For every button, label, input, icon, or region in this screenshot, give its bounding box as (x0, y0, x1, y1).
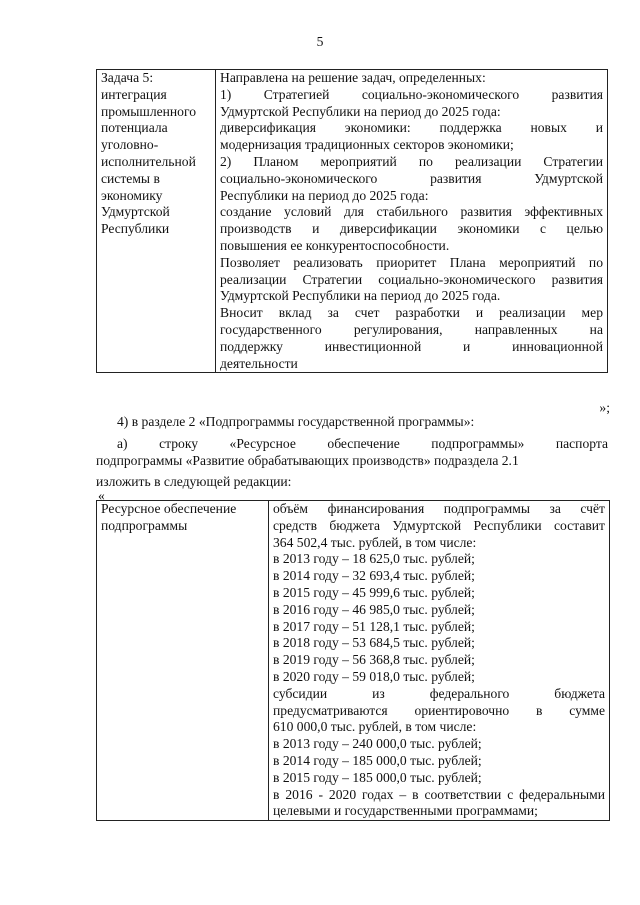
table1-right-line: Направлена на решение задач, определенных: (220, 70, 486, 85)
table2-right-line: в 2018 году – 53 684,5 тыс. рублей; (273, 635, 475, 651)
resource-label-cell (97, 501, 269, 821)
section-2-paragraph: 4) в разделе 2 «Подпрограммы государственной программы»: (117, 414, 475, 429)
resource-value-cell (269, 501, 610, 821)
table2-right-line: объём финансирования подпрограммы за счёт (273, 501, 605, 516)
table2-right-line: в 2016 году – 46 985,0 тыс. рублей; (273, 601, 475, 617)
table-row (97, 501, 610, 821)
table2-right-line: в 2020 году – 59 018,0 тыс. рублей; (273, 668, 475, 684)
table1-left-line: интеграция (101, 86, 167, 102)
table2-right-line: в 2015 году – 185 000,0 тыс. рублей; (273, 769, 482, 785)
resource-table (96, 500, 610, 821)
table1-left-line: исполнительной (101, 153, 196, 169)
table1-left-line: Удмуртской (101, 204, 170, 220)
table1-right-line: Удмуртской Республики на период до 2025 года: (220, 103, 501, 119)
task5-title-cell (97, 70, 216, 373)
table1-right-line: 2) Планом мероприятий по реализации Стратегии (220, 153, 603, 169)
table2-right-line: в 2017 году – 51 128,1 тыс. рублей; (273, 618, 475, 634)
table2-right-line: 364 502,4 тыс. рублей, в том числе: (273, 534, 477, 550)
table1-right-line: социально-экономического развития Удмуртской (220, 170, 603, 186)
opening-quote: « (98, 488, 105, 503)
closing-quote: »; (599, 400, 610, 415)
table1-left-line: промышленного (101, 103, 197, 119)
page-number: 5 (316, 34, 324, 49)
table1-right-line: создание условий для стабильного развития эффективных (220, 204, 603, 220)
table2-right-line: в 2014 году – 185 000,0 тыс. рублей; (273, 752, 482, 768)
table1-left-line: Республики (101, 221, 170, 237)
table1-left-line: Задача 5: (101, 70, 154, 85)
task5-description-cell (216, 70, 608, 373)
table1-right-line: Вносит вклад за счет разработки и реализации мер (220, 305, 603, 321)
table1-right-line: Позволяет реализовать приоритет Плана мероприятий по (220, 254, 603, 270)
table1-right-line: деятельности (220, 355, 298, 371)
edit-instruction: изложить в следующей редакции: (96, 474, 292, 489)
table1-right-line: модернизация традиционных секторов экономики; (220, 137, 514, 153)
subsection-a-paragraph (96, 436, 608, 470)
table-row (97, 70, 608, 373)
table1-right-line: повышения ее конкурентоспособности. (220, 237, 450, 253)
table1-right-line: поддержку инвестиционной и инновационной (220, 338, 603, 354)
table2-right-line: в 2019 году – 56 368,8 тыс. рублей; (273, 652, 475, 668)
table1-right-line: Республики на период до 2025 года: (220, 187, 429, 203)
table2-right-line: в 2013 году – 240 000,0 тыс. рублей; (273, 736, 482, 752)
table2-left-line: подпрограммы (101, 517, 188, 533)
task5-table (96, 69, 608, 373)
table2-left-line: Ресурсное обеспечение (101, 501, 237, 516)
table2-right-line: в 2014 году – 32 693,4 тыс. рублей; (273, 568, 475, 584)
table2-right-line: в 2015 году – 45 999,6 тыс. рублей; (273, 584, 475, 600)
table2-right-line: в 2016 - 2020 годах – в соответствии с федеральными (273, 786, 605, 802)
table2-right-line: 610 000,0 тыс. рублей, в том числе: (273, 719, 477, 735)
table1-right-line: диверсификация экономики: поддержка новых и (220, 120, 603, 136)
table1-right-line: реализации Стратегии социально-экономического развития (220, 271, 603, 287)
table1-left-line: потенциала (101, 120, 168, 136)
paragraph-line: а) строку «Ресурсное обеспечение подпрограммы» паспорта (117, 436, 608, 451)
table1-left-line: уголовно- (101, 137, 159, 153)
paragraph-line: подпрограммы «Развитие обрабатывающих производств» подраздела 2.1 (96, 452, 519, 468)
table1-right-line: производств и диверсификации экономики с целью (220, 221, 603, 237)
table1-right-line: 1) Стратегией социально-экономического развития (220, 86, 603, 102)
table1-right-line: государственного регулирования, направленных на (220, 321, 603, 337)
table2-right-line: предусматриваются ориентировочно в сумме (273, 702, 605, 718)
table1-right-line: Удмуртской Республики на период до 2025 года. (220, 288, 501, 304)
table1-left-line: системы в (101, 170, 160, 186)
table2-right-line: средств бюджета Удмуртской Республики составит (273, 517, 605, 533)
table2-right-line: субсидии из федерального бюджета (273, 685, 605, 701)
table2-right-line: целевыми и государственными программами; (273, 803, 538, 819)
table2-right-line: в 2013 году – 18 625,0 тыс. рублей; (273, 551, 475, 567)
table1-left-line: экономику (101, 187, 163, 203)
